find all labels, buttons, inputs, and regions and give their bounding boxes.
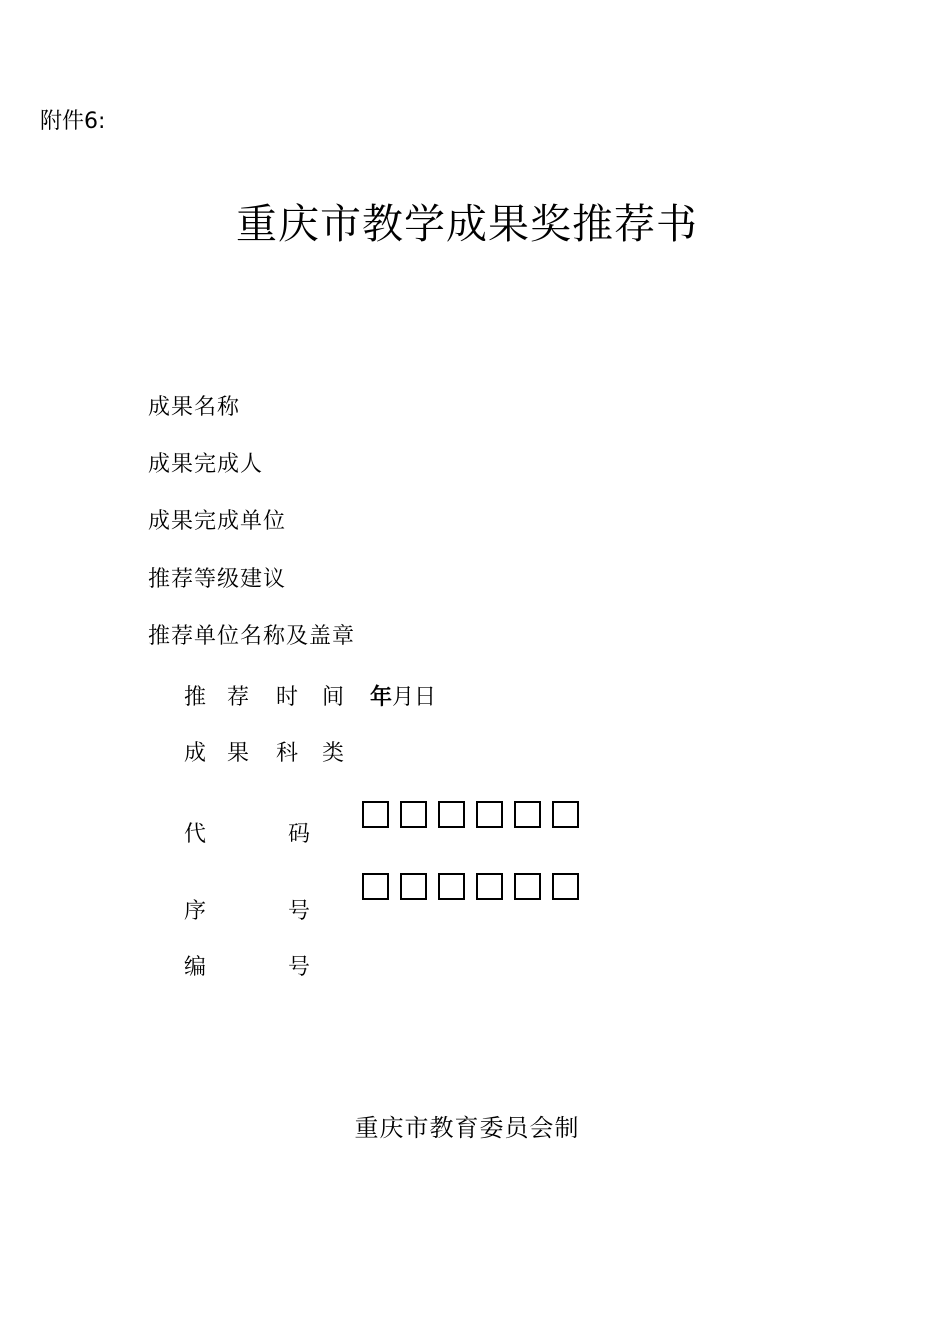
subject-category-char: 果 bbox=[227, 741, 250, 766]
input-box[interactable] bbox=[476, 801, 503, 828]
input-box[interactable] bbox=[362, 801, 389, 828]
input-box[interactable] bbox=[438, 873, 465, 900]
code-char: 代 bbox=[184, 822, 207, 847]
field-achievement-unit: 成果完成单位 bbox=[148, 509, 287, 534]
issuer-footer: 重庆市教育委员会制 bbox=[354, 1114, 580, 1142]
serial-boxes bbox=[362, 873, 579, 899]
input-box[interactable] bbox=[514, 801, 541, 828]
recommend-time-char: 推 bbox=[184, 685, 207, 710]
input-box[interactable] bbox=[552, 873, 579, 900]
field-recommended-level: 推荐等级建议 bbox=[148, 567, 287, 592]
field-achievement-completers: 成果完成人 bbox=[148, 452, 264, 477]
subject-category-char: 科 bbox=[276, 741, 299, 766]
recommend-time-char: 时 bbox=[276, 685, 299, 710]
subject-category-char: 成 bbox=[184, 741, 207, 766]
recommend-time-char: 间 bbox=[322, 685, 345, 710]
month-day-label: 月日 bbox=[392, 685, 437, 710]
field-recommending-unit: 推荐单位名称及盖章 bbox=[148, 624, 356, 649]
input-box[interactable] bbox=[400, 873, 427, 900]
number-char: 号 bbox=[288, 955, 311, 980]
input-box[interactable] bbox=[514, 873, 541, 900]
attachment-label: 附件6: bbox=[40, 109, 106, 134]
subject-category-char: 类 bbox=[322, 741, 345, 766]
input-box[interactable] bbox=[438, 801, 465, 828]
recommend-time-char: 荐 bbox=[227, 685, 250, 710]
serial-char: 序 bbox=[184, 899, 207, 924]
field-achievement-name: 成果名称 bbox=[148, 395, 241, 420]
code-char: 码 bbox=[288, 822, 311, 847]
document-title: 重庆市教学成果奖推荐书 bbox=[236, 200, 698, 248]
number-char: 编 bbox=[184, 955, 207, 980]
code-boxes bbox=[362, 801, 579, 827]
input-box[interactable] bbox=[362, 873, 389, 900]
input-box[interactable] bbox=[552, 801, 579, 828]
year-label: 年 bbox=[370, 685, 393, 710]
input-box[interactable] bbox=[400, 801, 427, 828]
serial-char: 号 bbox=[288, 899, 311, 924]
input-box[interactable] bbox=[476, 873, 503, 900]
